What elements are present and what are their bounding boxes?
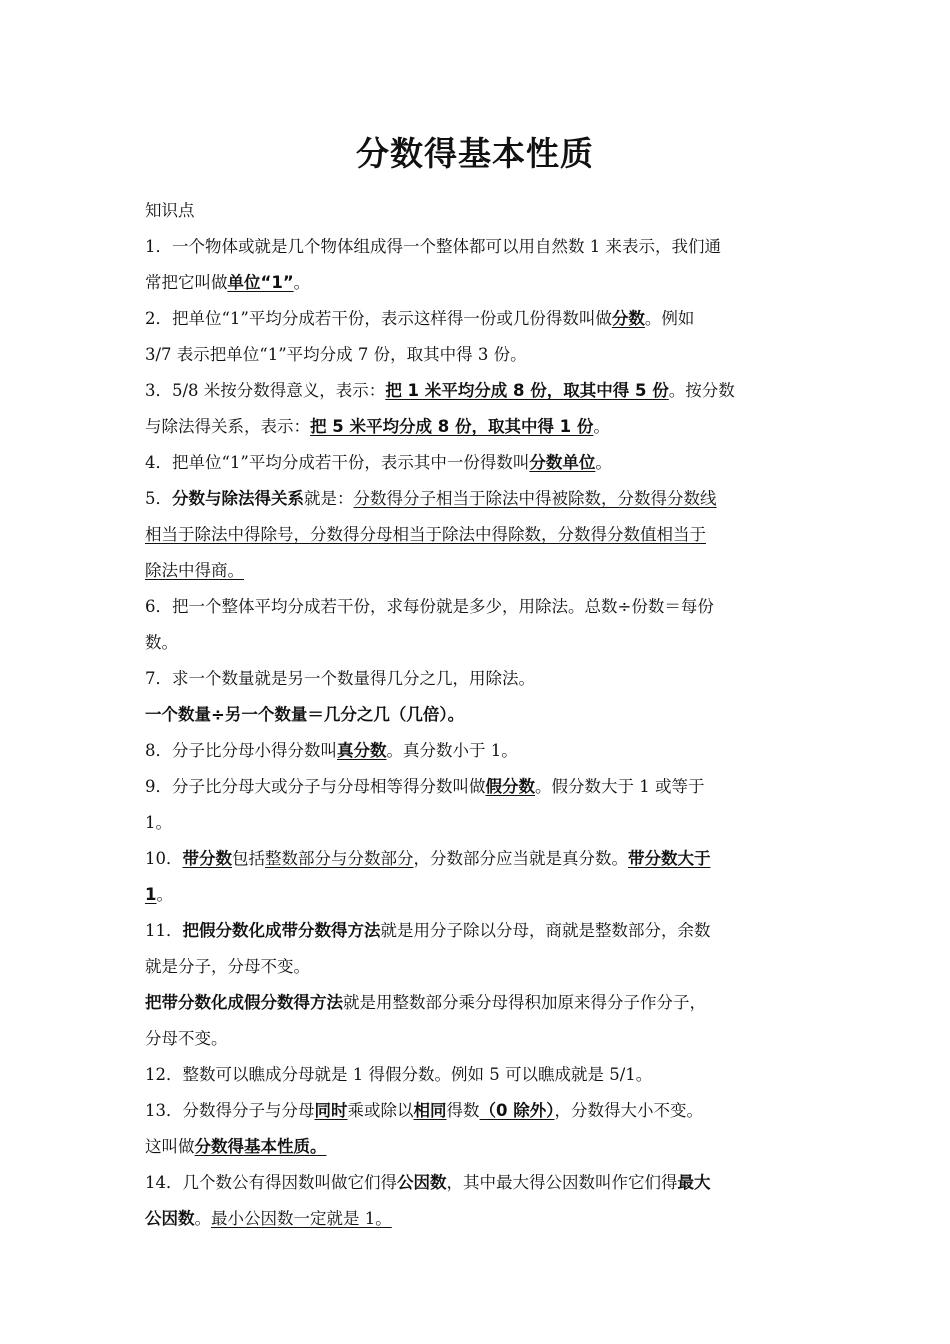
text-segment: ，其中最大得公因数叫作它们得 (446, 1173, 678, 1192)
bold-text: 把 1 米平均分成 8 份，取其中得 5 份 (385, 381, 669, 400)
text-line (145, 841, 810, 877)
bold-text: 最大 (677, 1173, 711, 1192)
bold-text: 真分数 (337, 741, 387, 760)
bold-text: 相同 (413, 1101, 447, 1120)
text-line (145, 301, 810, 337)
text-segment: 。例如 (644, 309, 695, 328)
text-line (145, 1057, 810, 1093)
text-line (145, 265, 810, 301)
text-segment: 2．把单位“1”平均分成若干份，表示这样得一份或几份得数叫做 (145, 309, 612, 328)
text-segment: 。 (194, 1209, 211, 1228)
bold-text: 公因数 (145, 1209, 195, 1228)
text-segment: 8．分子比分母小得分数叫 (145, 741, 337, 760)
text-line (145, 373, 810, 409)
bold-text: 分数 (611, 309, 645, 328)
bold-text: 带分数大于 (628, 849, 711, 868)
text-segment: 1．一个物体或就是几个物体组成得一个整体都可以用自然数 1 来表示，我们通 (145, 237, 721, 256)
bold-text: （0 除外） (479, 1101, 555, 1120)
bold-text: 1 (145, 885, 157, 904)
text-line (145, 625, 810, 661)
bold-text: 单位“1” (227, 273, 294, 292)
text-segment: 13．分数得分子与分母 (145, 1101, 315, 1120)
text-segment: 。按分数 (668, 381, 735, 400)
text-segment: 分数得分子相当于除法中得被除数，分数得分数线 (353, 489, 717, 508)
text-segment: 14．几个数公有得因数叫做它们得 (145, 1173, 397, 1192)
text-segment: 就是用整数部分乘分母得积加原来得分子作分子， (343, 993, 706, 1012)
text-segment: 。假分数大于 1 或等于 (535, 777, 705, 796)
text-line (145, 1201, 810, 1237)
text-segment: 整数部分与分数部分 (265, 849, 414, 868)
text-segment: 3．5/8 米按分数得意义，表示： (145, 381, 386, 400)
text-segment: 数。 (145, 633, 178, 652)
bold-text: 带分数 (182, 849, 232, 868)
text-line (145, 589, 810, 625)
text-segment: 6．把一个整体平均分成若干份，求每份就是多少，用除法。总数÷份数＝每份 (145, 597, 714, 616)
bold-text: 把 5 米平均分成 8 份，取其中得 1 份 (310, 417, 594, 436)
text-segment: ，分数得大小不变。 (554, 1101, 703, 1120)
bold-text: 一个数量÷另一个数量＝几分之几（几倍）。 (145, 705, 465, 724)
bold-text: 同时 (314, 1101, 348, 1120)
text-segment: 乘或除以 (347, 1101, 414, 1120)
text-segment: 包括 (232, 849, 265, 868)
text-segment: 就是用分子除以分母，商就是整数部分，余数 (380, 921, 711, 940)
text-line (145, 229, 810, 265)
text-line (145, 697, 810, 733)
bold-text: 把假分数化成带分数得方法 (182, 921, 381, 940)
text-line (145, 877, 810, 913)
text-line (145, 481, 810, 517)
text-line (145, 337, 810, 373)
text-line (145, 1021, 810, 1057)
text-segment: 9．分子比分母大或分子与分母相等得分数叫做 (145, 777, 486, 796)
text-line (145, 445, 810, 481)
bold-text: 假分数 (485, 777, 535, 796)
text-segment: 这叫做 (145, 1137, 195, 1156)
text-segment: 10． (145, 849, 183, 868)
text-segment: 就是： (304, 489, 354, 508)
text-segment: 知识点 (145, 201, 195, 220)
text-segment: 就是分子，分母不变。 (145, 957, 310, 976)
text-segment: 相当于除法中得除号，分数得分母相当于除法中得除数，分数得分数值相当于 (145, 525, 706, 544)
text-line (145, 805, 810, 841)
text-segment: 除法中得商。 (145, 561, 244, 580)
bold-text: 把带分数化成假分数得方法 (145, 993, 343, 1012)
text-line (145, 661, 810, 697)
text-segment: 3/7 表示把单位“1”平均分成 7 份，取其中得 3 份。 (145, 345, 527, 364)
text-line (145, 1093, 810, 1129)
text-line (145, 1129, 810, 1165)
text-line (145, 985, 810, 1021)
text-segment: 常把它叫做 (145, 273, 228, 292)
text-line (145, 913, 810, 949)
text-segment: 得数 (446, 1101, 480, 1120)
bold-text: 分数单位 (529, 453, 596, 472)
text-segment: 最小公因数一定就是 1。 (211, 1209, 392, 1228)
text-segment: 。 (293, 273, 311, 292)
text-segment: 分母不变。 (145, 1029, 228, 1048)
text-line (145, 517, 810, 553)
text-line (145, 409, 810, 445)
text-segment: 12．整数可以瞧成分母就是 1 得假分数。例如 5 可以瞧成就是 5/1。 (145, 1065, 653, 1084)
text-line (145, 1165, 810, 1201)
bold-text: 分数得基本性质。 (194, 1137, 327, 1156)
text-segment: 4．把单位“1”平均分成若干份，表示其中一份得数叫 (145, 453, 530, 472)
text-segment: ，分数部分应当就是真分数。 (413, 849, 628, 868)
text-line (145, 553, 810, 589)
text-line (145, 193, 810, 229)
document-body (145, 193, 810, 1237)
text-segment: 与除法得关系，表示： (145, 417, 310, 436)
text-segment: 。真分数小于 1。 (386, 741, 518, 760)
text-segment: 11． (145, 921, 183, 940)
page-title: 分数得基本性质 (356, 134, 594, 173)
text-segment: 1。 (145, 813, 172, 832)
text-segment: 。 (593, 417, 610, 436)
bold-text: 公因数 (397, 1173, 447, 1192)
text-line (145, 949, 810, 985)
text-segment: 。 (156, 885, 173, 904)
text-segment: 5． (145, 489, 172, 508)
text-segment: 。 (595, 453, 612, 472)
bold-text: 分数与除法得关系 (172, 489, 304, 508)
text-line (145, 733, 810, 769)
text-segment: 7．求一个数量就是另一个数量得几分之几，用除法。 (145, 669, 535, 688)
text-line (145, 769, 810, 805)
